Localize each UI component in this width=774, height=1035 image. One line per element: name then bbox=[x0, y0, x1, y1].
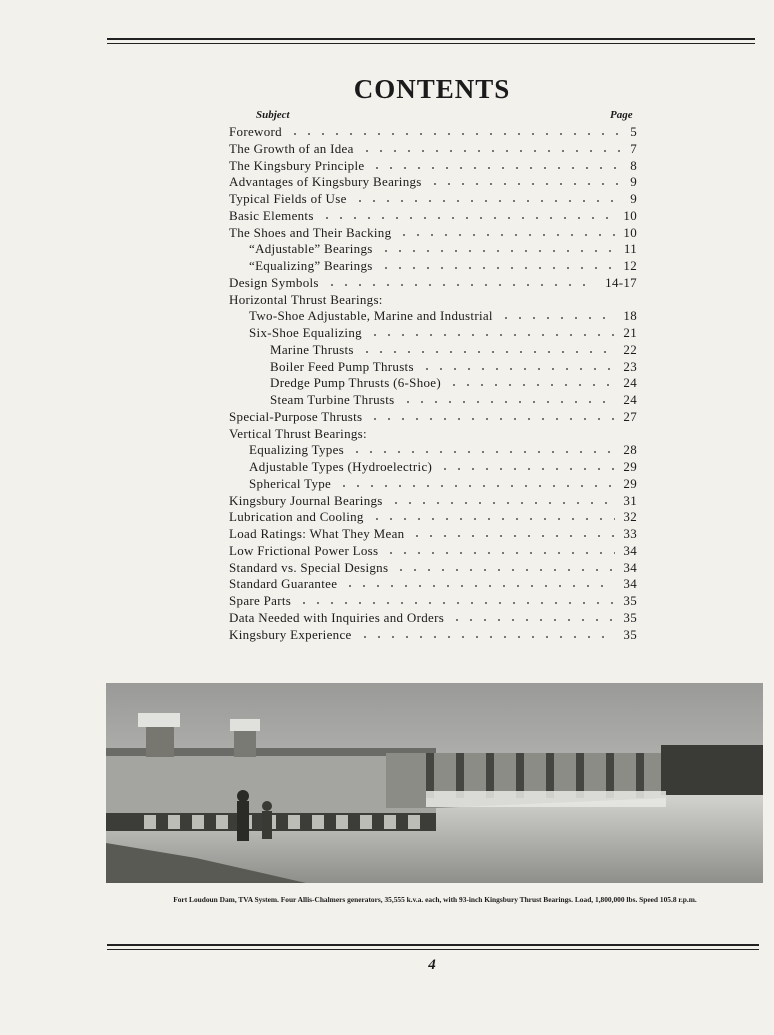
toc-leader-dots bbox=[499, 317, 615, 319]
toc-entry-label: Spherical Type bbox=[249, 475, 332, 491]
toc-entry-label: Design Symbols bbox=[229, 274, 319, 290]
toc-entry-label: Standard vs. Special Designs bbox=[229, 559, 389, 575]
toc-entry-page: 7 bbox=[630, 140, 637, 156]
top-rule-2 bbox=[107, 43, 755, 44]
toc-entry-label: Kingsbury Experience bbox=[229, 626, 352, 642]
toc-entry bbox=[0, 141, 774, 157]
toc-leader-dots bbox=[368, 334, 615, 336]
toc-leader-dots bbox=[450, 619, 615, 621]
toc-leader-dots bbox=[370, 167, 622, 169]
toc-entry-label: Steam Turbine Thrusts bbox=[270, 392, 395, 407]
bottom-rule bbox=[107, 944, 759, 946]
toc-entry-label: Load Ratings: What They Mean bbox=[229, 526, 405, 541]
toc-entry bbox=[0, 308, 774, 324]
toc-entry-page: 9 bbox=[630, 191, 637, 206]
toc-entry bbox=[0, 292, 774, 308]
toc-entry bbox=[0, 191, 774, 207]
toc-entry-label: The Kingsbury Principle bbox=[229, 157, 365, 173]
toc-entry-page: 29 bbox=[623, 475, 637, 491]
toc-entry-label: Foreword bbox=[229, 124, 282, 139]
toc-entry-label: Special-Purpose Thrusts bbox=[229, 408, 363, 424]
toc-entry-page: 33 bbox=[623, 526, 637, 541]
toc-leader-dots bbox=[379, 250, 616, 252]
toc-entry bbox=[0, 325, 774, 341]
toc-entry-label: Typical Fields of Use bbox=[229, 191, 347, 206]
toc-leader-dots bbox=[360, 351, 615, 353]
toc-entry bbox=[0, 258, 774, 274]
toc-entry bbox=[0, 158, 774, 174]
toc-leader-dots bbox=[401, 401, 615, 403]
toc-leader-dots bbox=[368, 418, 615, 420]
toc-entry-page: 22 bbox=[623, 341, 637, 357]
toc-entry bbox=[0, 576, 774, 592]
toc-entry bbox=[0, 560, 774, 576]
toc-entry bbox=[0, 174, 774, 190]
toc-entry-label: Two-Shoe Adjustable, Marine and Industrial bbox=[249, 308, 493, 324]
toc-entry-label: Low Frictional Power Loss bbox=[229, 542, 379, 558]
toc-leader-dots bbox=[343, 585, 615, 587]
toc-entry-page: 21 bbox=[623, 325, 637, 340]
top-rule bbox=[107, 38, 755, 40]
toc-entry-page: 29 bbox=[623, 459, 637, 474]
toc-entry bbox=[0, 543, 774, 559]
toc-entry bbox=[0, 409, 774, 425]
toc-entry-label: The Growth of an Idea bbox=[229, 140, 354, 156]
toc-leader-dots bbox=[297, 602, 615, 604]
toc-entry-label: “Adjustable” Bearings bbox=[249, 241, 373, 257]
toc-entry-page: 12 bbox=[623, 258, 637, 273]
toc-entry-label: Basic Elements bbox=[229, 207, 314, 223]
toc-leader-dots bbox=[428, 183, 622, 185]
toc-entry-page: 5 bbox=[630, 124, 637, 139]
photo-caption: Fort Loudoun Dam, TVA System. Four Allis-Chalmers generators, 35,555 k.v.a. each, with 93-inch Kingsbury Thrust Bearings. Load, 1,800,000 lbs. Speed 105.8 r.p.m. bbox=[173, 895, 697, 904]
toc-entry-page: 35 bbox=[623, 626, 637, 642]
toc-entry-label: Standard Guarantee bbox=[229, 576, 338, 592]
toc-entry bbox=[0, 442, 774, 458]
toc-entry bbox=[0, 225, 774, 241]
toc-entry bbox=[0, 124, 774, 140]
toc-entry-label: Horizontal Thrust Bearings: bbox=[229, 291, 383, 307]
toc-entry-label: “Equalizing” Bearings bbox=[249, 258, 373, 273]
toc-entry bbox=[0, 342, 774, 358]
toc-entry bbox=[0, 241, 774, 257]
toc-entry-page: 35 bbox=[623, 609, 637, 625]
toc-entry bbox=[0, 610, 774, 626]
toc-leader-dots bbox=[325, 284, 597, 286]
toc-entry-page: 32 bbox=[623, 509, 637, 525]
toc-entry-page: 31 bbox=[623, 492, 637, 508]
page-title: CONTENTS bbox=[353, 74, 511, 104]
toc-entry bbox=[0, 392, 774, 408]
toc-entry-label: Vertical Thrust Bearings: bbox=[229, 425, 367, 441]
toc-leader-dots bbox=[360, 150, 622, 152]
toc-entry bbox=[0, 593, 774, 609]
toc-leader-dots bbox=[379, 267, 615, 269]
toc-leader-dots bbox=[394, 569, 615, 571]
toc-entry-page: 27 bbox=[623, 408, 637, 424]
subject-column-header: Subject bbox=[256, 109, 290, 121]
toc-entry-label: Data Needed with Inquiries and Orders bbox=[229, 609, 445, 625]
bottom-rule-2 bbox=[107, 949, 759, 950]
toc-entry bbox=[0, 627, 774, 643]
toc-entry-label: Boiler Feed Pump Thrusts bbox=[270, 358, 414, 374]
toc-leader-dots bbox=[358, 636, 615, 638]
toc-entry-page: 24 bbox=[623, 375, 637, 391]
toc-entry bbox=[0, 476, 774, 492]
toc-entry-label: The Shoes and Their Backing bbox=[229, 224, 392, 240]
page-column-header: Page bbox=[610, 109, 633, 121]
toc-leader-dots bbox=[410, 535, 615, 537]
toc-leader-dots bbox=[447, 384, 615, 386]
toc-entry-label: Lubrication and Cooling bbox=[229, 509, 364, 525]
toc-leader-dots bbox=[420, 368, 615, 370]
toc-entry-page: 10 bbox=[623, 207, 637, 223]
toc-entry bbox=[0, 208, 774, 224]
toc-leader-dots bbox=[370, 518, 615, 520]
toc-entry-page: 24 bbox=[623, 392, 637, 407]
toc-entry bbox=[0, 275, 774, 291]
toc-entry-page: 23 bbox=[623, 358, 637, 374]
toc-leader-dots bbox=[438, 468, 615, 470]
toc-leader-dots bbox=[337, 485, 615, 487]
toc-entry-label: Spare Parts bbox=[229, 593, 292, 608]
toc-entry-page: 9 bbox=[630, 174, 637, 190]
toc-entry bbox=[0, 526, 774, 542]
toc-entry bbox=[0, 493, 774, 509]
toc-leader-dots bbox=[288, 133, 622, 135]
toc-entry-page: 14-17 bbox=[605, 274, 637, 290]
dam-photograph bbox=[106, 683, 763, 883]
toc-entry-label: Dredge Pump Thrusts (6-Shoe) bbox=[270, 375, 442, 391]
toc-entry-label: Equalizing Types bbox=[249, 442, 344, 458]
toc-entry-page: 34 bbox=[623, 559, 637, 575]
toc-entry-label: Adjustable Types (Hydroelectric) bbox=[249, 459, 433, 474]
toc-entry bbox=[0, 359, 774, 375]
toc-leader-dots bbox=[384, 552, 615, 554]
dam-photo-graphic bbox=[106, 683, 763, 883]
toc-entry-label: Advantages of Kingsbury Bearings bbox=[229, 174, 422, 190]
toc-leader-dots bbox=[397, 234, 615, 236]
toc-entry-page: 10 bbox=[623, 224, 637, 240]
toc-entry bbox=[0, 375, 774, 391]
toc-entry-label: Kingsbury Journal Bearings bbox=[229, 492, 383, 508]
toc-entry-page: 34 bbox=[623, 542, 637, 558]
toc-entry bbox=[0, 426, 774, 442]
toc-entry-page: 35 bbox=[623, 593, 637, 608]
toc-entry bbox=[0, 459, 774, 475]
toc-entry bbox=[0, 509, 774, 525]
toc-leader-dots bbox=[320, 217, 615, 219]
toc-entry-label: Six-Shoe Equalizing bbox=[249, 325, 362, 340]
toc-entry-page: 18 bbox=[623, 308, 637, 324]
page-number: 4 bbox=[428, 957, 436, 973]
toc-leader-dots bbox=[350, 451, 615, 453]
toc-entry-page: 28 bbox=[623, 442, 637, 458]
toc-leader-dots bbox=[389, 502, 615, 504]
toc-entry-page: 8 bbox=[630, 157, 637, 173]
toc-entry-page: 34 bbox=[623, 576, 637, 592]
toc-entry-label: Marine Thrusts bbox=[270, 341, 354, 357]
toc-entry-page: 11 bbox=[623, 241, 637, 257]
toc-leader-dots bbox=[353, 200, 622, 202]
